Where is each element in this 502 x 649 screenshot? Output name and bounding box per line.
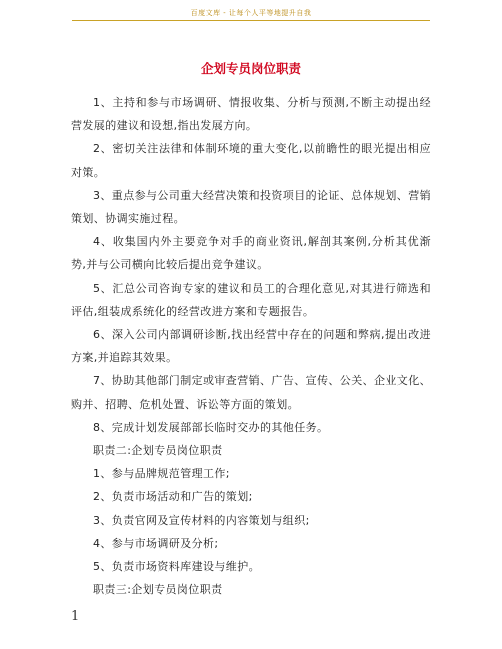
paragraph: 6、深入公司内部调研诊断,找出经营中存在的问题和弊病,提出改进方案,并追踪其效果。 (71, 328, 431, 365)
paragraph: 4、收集国内外主要竞争对手的商业资讯,解剖其案例,分析其优渐势,并与公司横向比较后提出竞争建议。 (71, 235, 431, 272)
paragraph: 1、主持和参与市场调研、情报收集、分析与预测,不断主动提出经营发展的建议和设想,指出发展方向。 (71, 96, 431, 133)
page-number: 1 (71, 609, 80, 624)
page-header: 百度文库 - 让每个人平等地提升自我 (190, 9, 312, 17)
section-heading: 职责三:企划专员岗位职责 (93, 583, 223, 597)
paragraph: 5、负责市场资料库建设与维护。 (93, 560, 260, 574)
paragraph: 3、重点参与公司重大经营决策和投资项目的论证、总体规划、营销策划、协调实施过程。 (71, 188, 431, 226)
document-title: 企划专员岗位职责 (200, 61, 301, 76)
paragraph: 3、负责官网及宣传材料的内容策划与组织; (93, 513, 310, 527)
paragraph: 2、密切关注法律和体制环境的重大变化,以前瞻性的眼光提出相应对策。 (71, 142, 431, 179)
document-body (71, 91, 431, 601)
paragraph: 8、完成计划发展部部长临时交办的其他任务。 (93, 420, 329, 434)
paragraph: 5、汇总公司咨询专家的建议和员工的合理化意见,对其进行筛选和评估,组装成系统化的经营改进方案和专题报告。 (71, 281, 431, 318)
section-heading: 职责二:企划专员岗位职责 (93, 444, 223, 458)
paragraph: 2、负责市场活动和广告的策划; (93, 490, 253, 504)
header-divider (72, 20, 430, 21)
paragraph: 7、协助其他部门制定或审查营销、广告、宣传、公关、企业文化、购并、招聘、危机处置、诉讼等方面的策划。 (71, 374, 431, 411)
paragraph: 4、参与市场调研及分析; (93, 536, 219, 550)
paragraph: 1、参与品牌规范管理工作; (93, 467, 230, 481)
